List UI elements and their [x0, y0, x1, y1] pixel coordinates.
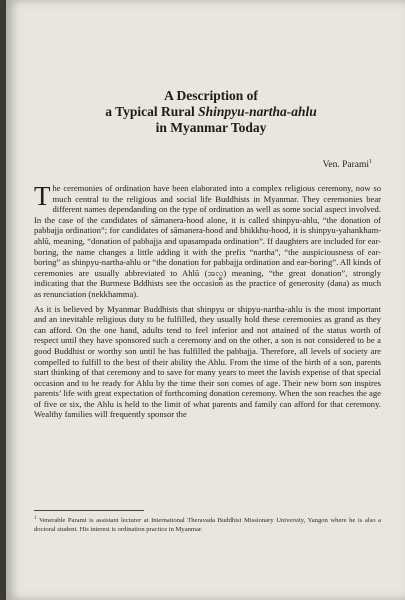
title-line-2-prefix: a Typical Rural	[105, 104, 199, 119]
author-byline	[323, 159, 372, 170]
footnote-divider	[34, 510, 144, 511]
author-name: Ven. Parami	[322, 160, 369, 171]
author-footnote-mark: 1	[369, 159, 372, 165]
article-body	[34, 183, 381, 424]
footnote-mark: 1	[34, 516, 37, 521]
title-line-2	[46, 104, 376, 120]
drop-cap: T	[34, 181, 51, 211]
footnote-text: Venerable Parami is assistant lecturer at International Theravada Buddhist Missionary University, Yangon where he is also a doctoral student. His interest is ordination practice in Myanmar.	[34, 517, 381, 533]
title-line-1: A Description of	[164, 88, 258, 103]
paragraph-2: As it is believed by Myanmar Buddhists that shinpyu or shipyu-nartha-ahlu is the most important and an inevitable religious duty to be fulfilled, they usually hold these ceremonies as grand as they can afford. On the one hand, adults tend to feel inferior and not attained of the status worth of respect until they have sponsored such a ceremony and on the other, a son is not considered to be a good Buddhist or worthy son until he has fulfilled the pabbajja. Therefore, all levels of society are compelled to fulfill to the best of their ability the Ahlu. From the time of the birth of a son, parents start thinking of that ceremony and to save for many years to meet the lavish expense of that special occasion and to be ready for Ahlu by the time their son comes of age. Their new born son inspires parents’ life with great expectation of forthcoming donation ceremony. When the son reaches the age of five or six, the Ahlu is held to the limit of what parents and family can afford for that ceremony. Wealthy families will frequently sponsor the	[34, 303, 381, 420]
footnote	[34, 515, 381, 534]
book-page	[6, 0, 405, 600]
title-line-2-italic: Shinpyu-nartha-ahlu	[198, 104, 317, 119]
chapter-title	[46, 88, 376, 136]
paragraph-1	[34, 183, 381, 300]
paragraph-1-text: he ceremonies of ordination have been elaborated into a complex religious ceremony, now so much central to the religious and social life Buddhists in Myanmar. They ceremonies bear different names dependanding on the type of ordination as well as some social aspect involved. In the case of the candidates of sāmanera-hood alone, it is called shinpyu-ahlu, “the donation of pabbajja ordination”; for candidates of sāmanera-hood and bhikkhu-hood, it is shinpyu-yahankham-ahlū, meaning, “donation of pabbajja and upasampada ordination”. If daughters are included for ear-boring, the name changes a little adding it with the prefix “nartha”, “the auspiciousness of ear-boring” as shinpyu-nartha-ahlu or “the donation for pabbajja ordination and ear-boring”. All kinds of ceremonies are usually abbreviated to Ahlū (အလှူ) meaning, “the great donation”, strongly indicating that the Burmese Bddhists see the occasion as the practice of generosity (dana) as much as renunciation (nekkhamma).	[34, 183, 381, 299]
title-line-3: in Myanmar Today	[155, 120, 267, 135]
